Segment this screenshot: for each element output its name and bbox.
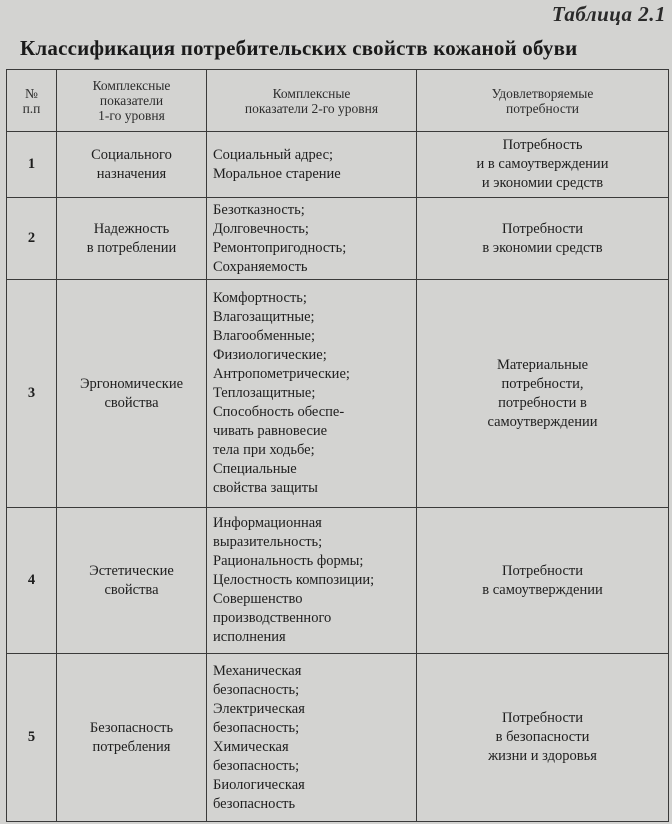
level2-line: Влагозащитные; bbox=[213, 309, 315, 325]
level2-line: выразительность; bbox=[213, 534, 323, 550]
level2-cell bbox=[207, 198, 417, 280]
header-col-needs-line: Удовлетворяемые bbox=[491, 85, 594, 101]
level2-line: Влагообменные; bbox=[213, 328, 316, 344]
needs-line: Потребности bbox=[501, 562, 583, 579]
row-number: 3 bbox=[7, 280, 57, 508]
needs-line: жизни и здоровья bbox=[488, 748, 597, 764]
level2-line: Долговечность; bbox=[213, 220, 309, 237]
level2-line: Рациональность формы; bbox=[213, 553, 364, 569]
table-title: Классификация потребительских свойств кожаной обуви bbox=[20, 36, 578, 60]
level1-cell bbox=[57, 654, 207, 822]
level1-line: Безопасность bbox=[89, 719, 174, 736]
needs-line: Потребности bbox=[501, 710, 583, 726]
level2-line: Специальные bbox=[213, 461, 297, 477]
level2-line: тела при ходьбе; bbox=[213, 442, 315, 458]
level2-line: безопасность; bbox=[213, 757, 300, 774]
needs-line: и экономии средств bbox=[481, 175, 604, 191]
level2-line: Сохраняемость bbox=[213, 258, 308, 275]
level2-line: свойства защиты bbox=[213, 480, 318, 496]
level2-line: исполнения bbox=[213, 629, 286, 645]
level1-line: Социального bbox=[91, 146, 172, 163]
table-row bbox=[7, 198, 669, 280]
level2-line: безопасность; bbox=[213, 681, 300, 698]
level1-line: потребления bbox=[92, 738, 171, 755]
header-col-level1-line: показатели bbox=[99, 93, 164, 108]
level1-cell bbox=[57, 132, 207, 198]
table-row bbox=[7, 280, 669, 508]
header-col-number-line: № bbox=[25, 85, 38, 101]
needs-line: потребности, bbox=[501, 375, 584, 392]
header-col-level2-line: показатели 2-го уровня bbox=[244, 100, 379, 116]
header-col-level2 bbox=[207, 70, 417, 132]
row-number: 1 bbox=[7, 132, 57, 198]
table-number-label: Таблица 2.1 bbox=[551, 2, 666, 26]
header-col-needs-line: потребности bbox=[506, 100, 579, 116]
header-col-number-line: п.п bbox=[22, 100, 41, 116]
table-row bbox=[7, 654, 669, 822]
needs-line: потребности в bbox=[498, 394, 587, 411]
classification-table bbox=[6, 69, 669, 822]
level2-line: Комфортность; bbox=[213, 290, 307, 306]
level2-line: Моральное старение bbox=[213, 165, 341, 182]
needs-line: Потребности bbox=[501, 220, 583, 237]
needs-line: самоутверждении bbox=[487, 413, 598, 430]
level2-line: Ремонтопригодность; bbox=[213, 239, 347, 256]
header-row bbox=[7, 70, 669, 132]
level2-cell bbox=[207, 280, 417, 508]
level1-cell bbox=[57, 280, 207, 508]
level1-cell bbox=[57, 508, 207, 654]
needs-cell bbox=[417, 280, 669, 508]
needs-line: в экономии средств bbox=[482, 239, 603, 256]
level2-line: чивать равновесие bbox=[213, 423, 328, 439]
level2-line: Совершенство bbox=[213, 591, 303, 607]
needs-line: в безопасности bbox=[495, 729, 590, 745]
level2-line: Механическая bbox=[213, 662, 302, 679]
row-number: 5 bbox=[7, 654, 57, 822]
needs-line: и в самоутверждении bbox=[476, 156, 609, 172]
needs-cell bbox=[417, 198, 669, 280]
needs-cell bbox=[417, 132, 669, 198]
level2-line: Физиологические; bbox=[213, 347, 327, 363]
level2-line: Электрическая bbox=[213, 700, 305, 717]
level1-line: свойства bbox=[104, 394, 159, 411]
row-number: 2 bbox=[7, 198, 57, 280]
level1-line: назначения bbox=[96, 165, 167, 182]
level2-line: Способность обеспе- bbox=[213, 404, 345, 420]
level2-line: производственного bbox=[213, 610, 332, 626]
header-col-level1-line: Комплексные bbox=[92, 78, 171, 93]
level2-line: безопасность bbox=[213, 795, 296, 812]
needs-line: Материальные bbox=[496, 356, 589, 373]
needs-cell bbox=[417, 654, 669, 822]
needs-cell bbox=[417, 508, 669, 654]
table-row bbox=[7, 508, 669, 654]
level1-line: в потреблении bbox=[86, 239, 177, 256]
header-col-needs bbox=[417, 70, 669, 132]
level2-line: Информационная bbox=[213, 515, 322, 531]
level2-cell bbox=[207, 132, 417, 198]
level2-line: Социальный адрес; bbox=[213, 146, 334, 163]
header-col-number bbox=[7, 70, 57, 132]
level1-cell bbox=[57, 198, 207, 280]
header-col-level1 bbox=[57, 70, 207, 132]
level2-line: Антропометрические; bbox=[213, 366, 350, 382]
level2-line: Химическая bbox=[213, 738, 289, 755]
level1-line: Надежность bbox=[93, 220, 170, 237]
level2-line: Целостность композиции; bbox=[213, 572, 375, 588]
header-col-level2-line: Комплексные bbox=[272, 85, 351, 101]
level2-cell bbox=[207, 508, 417, 654]
table-row bbox=[7, 132, 669, 198]
level2-line: Теплозащитные; bbox=[213, 385, 316, 401]
needs-line: Потребность bbox=[502, 137, 583, 153]
level1-line: свойства bbox=[104, 581, 159, 598]
level2-line: безопасность; bbox=[213, 719, 300, 736]
row-number: 4 bbox=[7, 508, 57, 654]
header-col-level1-line: 1-го уровня bbox=[98, 108, 165, 123]
level1-line: Эстетические bbox=[89, 562, 174, 579]
level2-line: Безотказность; bbox=[213, 201, 305, 218]
needs-line: в самоутверждении bbox=[482, 581, 603, 598]
level2-line: Биологическая bbox=[213, 776, 305, 793]
level2-cell bbox=[207, 654, 417, 822]
level1-line: Эргономические bbox=[79, 375, 184, 392]
